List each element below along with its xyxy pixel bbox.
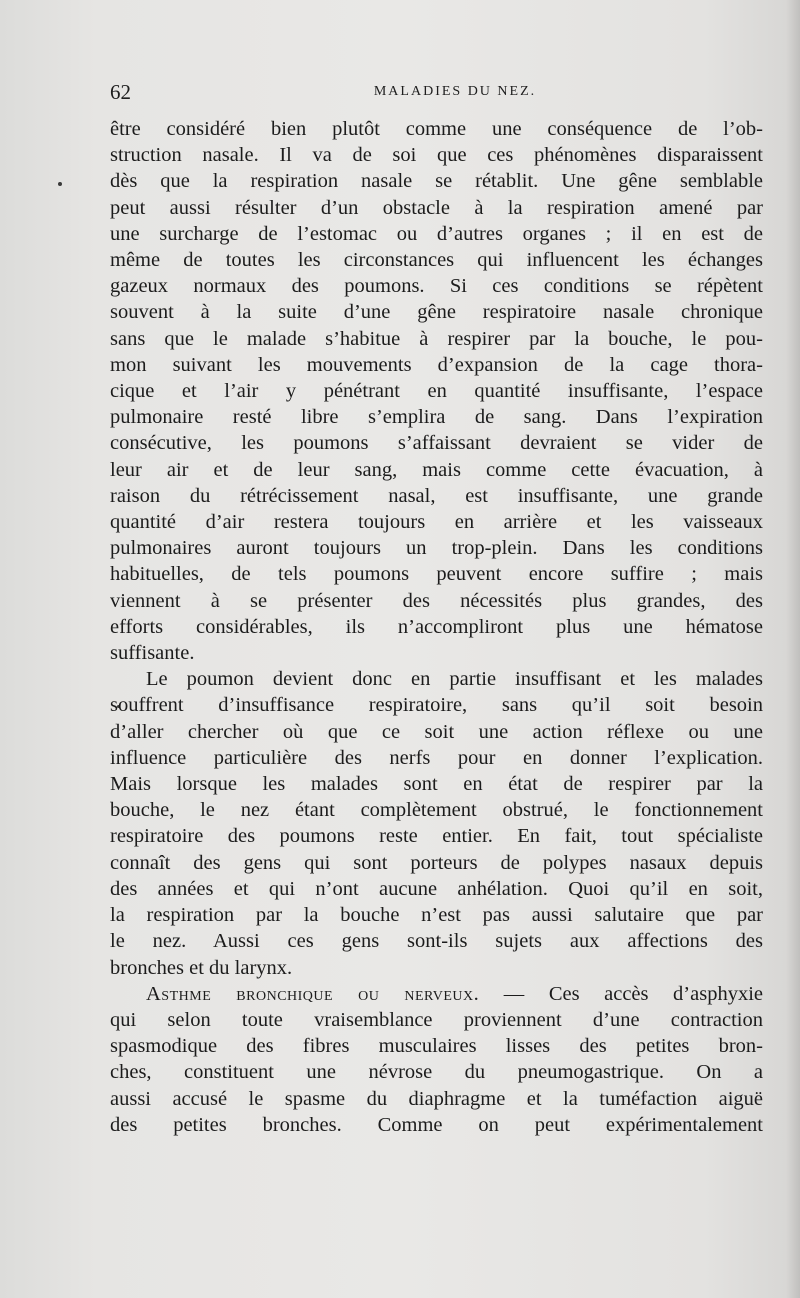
text-line: des années et qui n’ont aucune anhélation. Quoi qu’il en soit,: [110, 877, 763, 900]
paragraph: [110, 116, 763, 666]
text-line: souvent à la suite d’une gêne respiratoire nasale chronique: [110, 301, 763, 324]
paragraph: [110, 666, 763, 980]
text-line: sans que le malade s’habitue à respirer par la bouche, le pou-: [110, 327, 763, 350]
text-line: respiratoire des poumons reste entier. En fait, tout spécialiste: [110, 825, 763, 848]
text-line: être considéré bien plutôt comme une conséquence de l’ob-: [110, 118, 763, 140]
text-line: influence particulière des nerfs pour en donner l’explication.: [110, 746, 763, 769]
text-line: qui selon toute vraisemblance proviennent d’une contraction: [110, 1008, 763, 1031]
text-line: des petites bronches. Comme on peut expérimentalement: [110, 1113, 763, 1136]
text-line: peut aussi résulter d’un obstacle à la respiration amené par: [110, 196, 763, 219]
text-line: spasmodique des fibres musculaires lisses des petites bron-: [110, 1035, 763, 1058]
text-line: bouche, le nez étant complètement obstrué, le fonctionnement: [110, 799, 763, 822]
text-line: gazeux normaux des poumons. Si ces conditions se répètent: [110, 275, 763, 298]
text-line: raison du rétrécissement nasal, est insuffisante, une grande: [110, 484, 763, 507]
text-line: ches, constituent une névrose du pneumogastrique. On a: [110, 1061, 763, 1084]
body-text: [110, 116, 763, 1138]
text-line: la respiration par la bouche n’est pas aussi salutaire que par: [110, 904, 763, 927]
page-header: [110, 80, 760, 106]
page-number: 62: [110, 80, 131, 104]
text-line: dès que la respiration nasale se rétablit. Une gêne semblable: [110, 170, 763, 193]
text-line: bronches et du larynx.: [110, 956, 293, 979]
section-heading: Asthme bronchique ou nerveux.: [146, 982, 480, 1005]
text-line: le nez. Aussi ces gens sont-ils sujets aux affections des: [110, 930, 763, 953]
text-line: une surcharge de l’estomac ou d’autres organes ; il en est de: [110, 222, 763, 245]
paragraph: [110, 981, 763, 1138]
text-line: mon suivant les mouvements d’expansion de la cage thora-: [110, 353, 763, 376]
text-line: souffrent d’insuffisance respiratoire, sans qu’il soit besoin: [110, 694, 763, 717]
text-line: efforts considérables, ils n’accompliront plus une hématose: [110, 615, 763, 638]
text-line: struction nasale. Il va de soi que ces phénomènes disparaissent: [110, 144, 763, 167]
text-line: connaît des gens qui sont porteurs de polypes nasaux depuis: [110, 851, 763, 874]
text-line: quantité d’air restera toujours en arrière et les vaisseaux: [110, 511, 763, 534]
ink-speck: [58, 182, 62, 186]
heading-tail: — Ces accès d’asphyxie: [479, 982, 763, 1005]
running-title: MALADIES DU NEZ.: [373, 84, 537, 99]
text-line: leur air et de leur sang, mais comme cette évacuation, à: [110, 458, 763, 481]
text-line: pulmonaires auront toujours un trop-plein. Dans les conditions: [110, 537, 763, 560]
text-line: même de toutes les circonstances qui influencent les échanges: [110, 249, 763, 272]
text-line: habituelles, de tels poumons peuvent encore suffire ; mais: [110, 563, 763, 586]
text-line: viennent à se présenter des nécessités plus grandes, des: [110, 589, 763, 612]
text-line: Mais lorsque les malades sont en état de respirer par la: [110, 773, 763, 796]
section-heading-line: [110, 981, 763, 1007]
text-line: d’aller chercher où que ce soit une action réflexe ou une: [110, 720, 763, 743]
text-line: suffisante.: [110, 642, 195, 665]
text-line: Le poumon devient donc en partie insuffisant et les malades: [146, 668, 763, 691]
text-line: aussi accusé le spasme du diaphragme et la tuméfaction aiguë: [110, 1087, 763, 1110]
text-line: consécutive, les poumons s’affaissant devraient se vider de: [110, 432, 763, 455]
text-line: cique et l’air y pénétrant en quantité insuffisante, l’espace: [110, 380, 763, 403]
page-edge-shadow: [786, 0, 800, 1298]
text-line: pulmonaire resté libre s’emplira de sang. Dans l’expiration: [110, 406, 763, 429]
